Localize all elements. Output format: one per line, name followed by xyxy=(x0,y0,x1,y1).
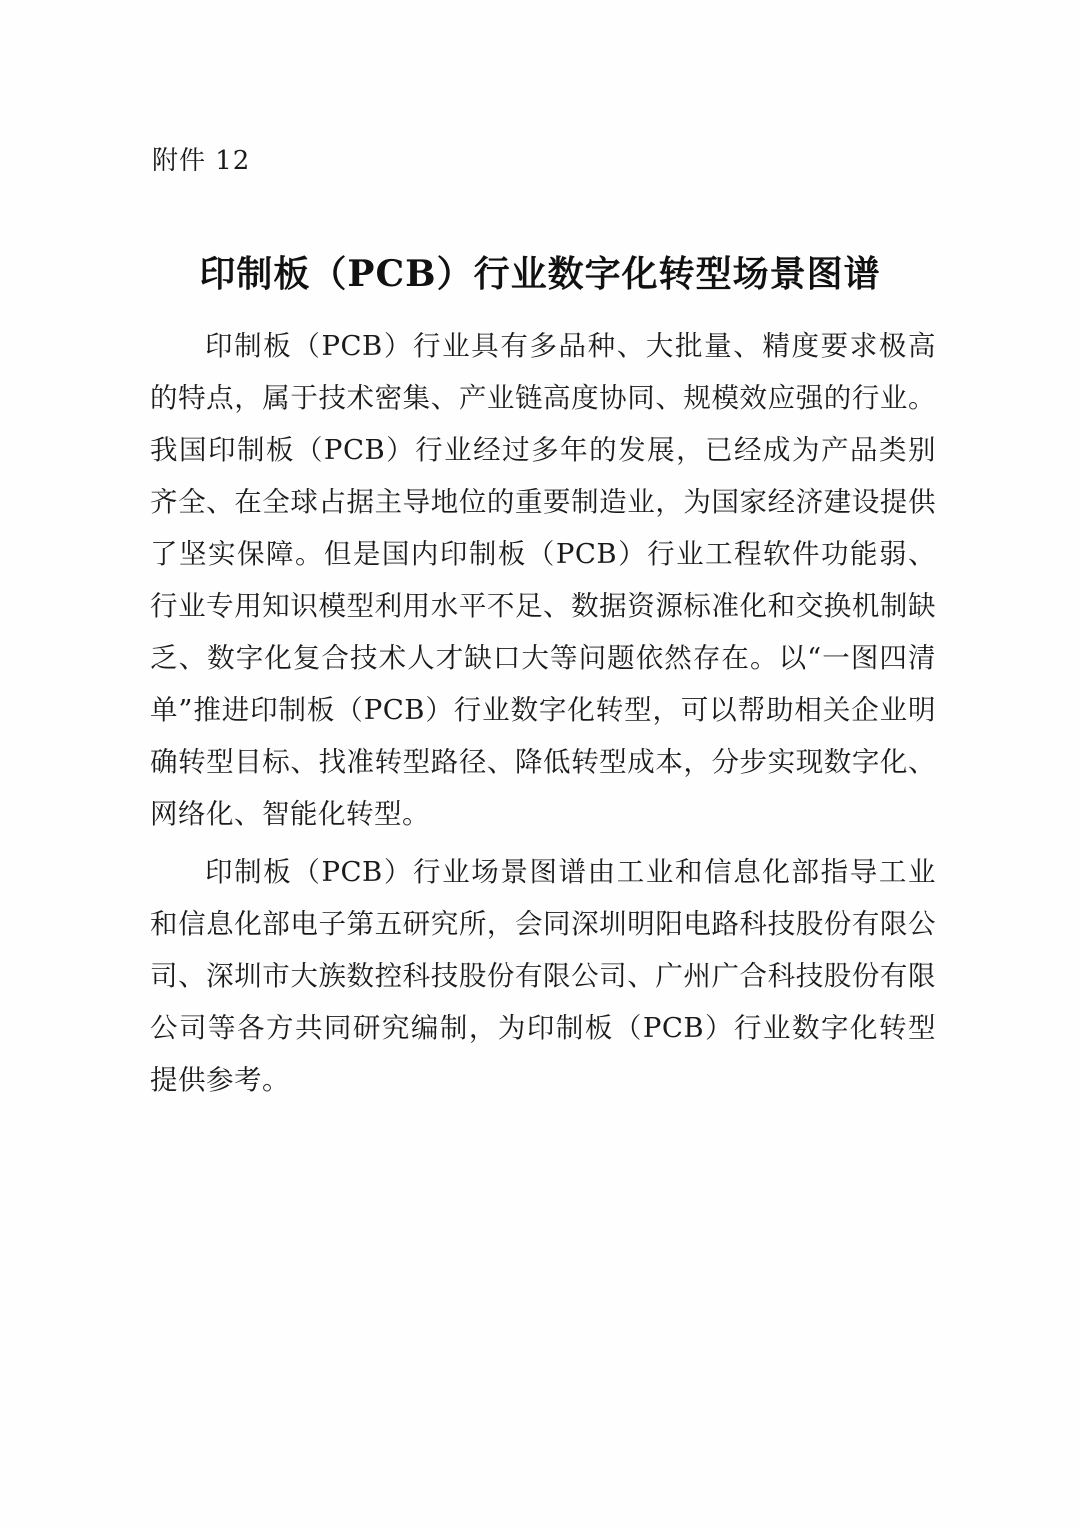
document-body xyxy=(150,320,936,1112)
body-paragraph: 印制板（PCB）行业场景图谱由工业和信息化部指导工业和信息化部电子第五研究所，会同深圳明阳电路科技股份有限公司、深圳市大族数控科技股份有限公司、广州广合科技股份有限公司等各方共同研究编制，为印制板（PCB）行业数字化转型提供参考。 xyxy=(150,856,936,1096)
page-title: 印制板（PCB）行业数字化转型场景图谱 xyxy=(199,253,881,296)
body-paragraph: 印制板（PCB）行业具有多品种、大批量、精度要求极高的特点，属于技术密集、产业链高度协同、规模效应强的行业。我国印制板（PCB）行业经过多年的发展，已经成为产品类别齐全、在全球占据主导地位的重要制造业，为国家经济建设提供了坚实保障。但是国内印制板（PCB）行业工程软件功能弱、行业专用知识模型利用水平不足、数据资源标准化和交换机制缺乏、数字化复合技术人才缺口大等问题依然存在。以“一图四清单”推进印制板（PCB）行业数字化转型，可以帮助相关企业明确转型目标、找准转型路径、降低转型成本，分步实现数字化、网络化、智能化转型。 xyxy=(150,330,936,830)
attachment-label: 附件 12 xyxy=(152,146,251,176)
